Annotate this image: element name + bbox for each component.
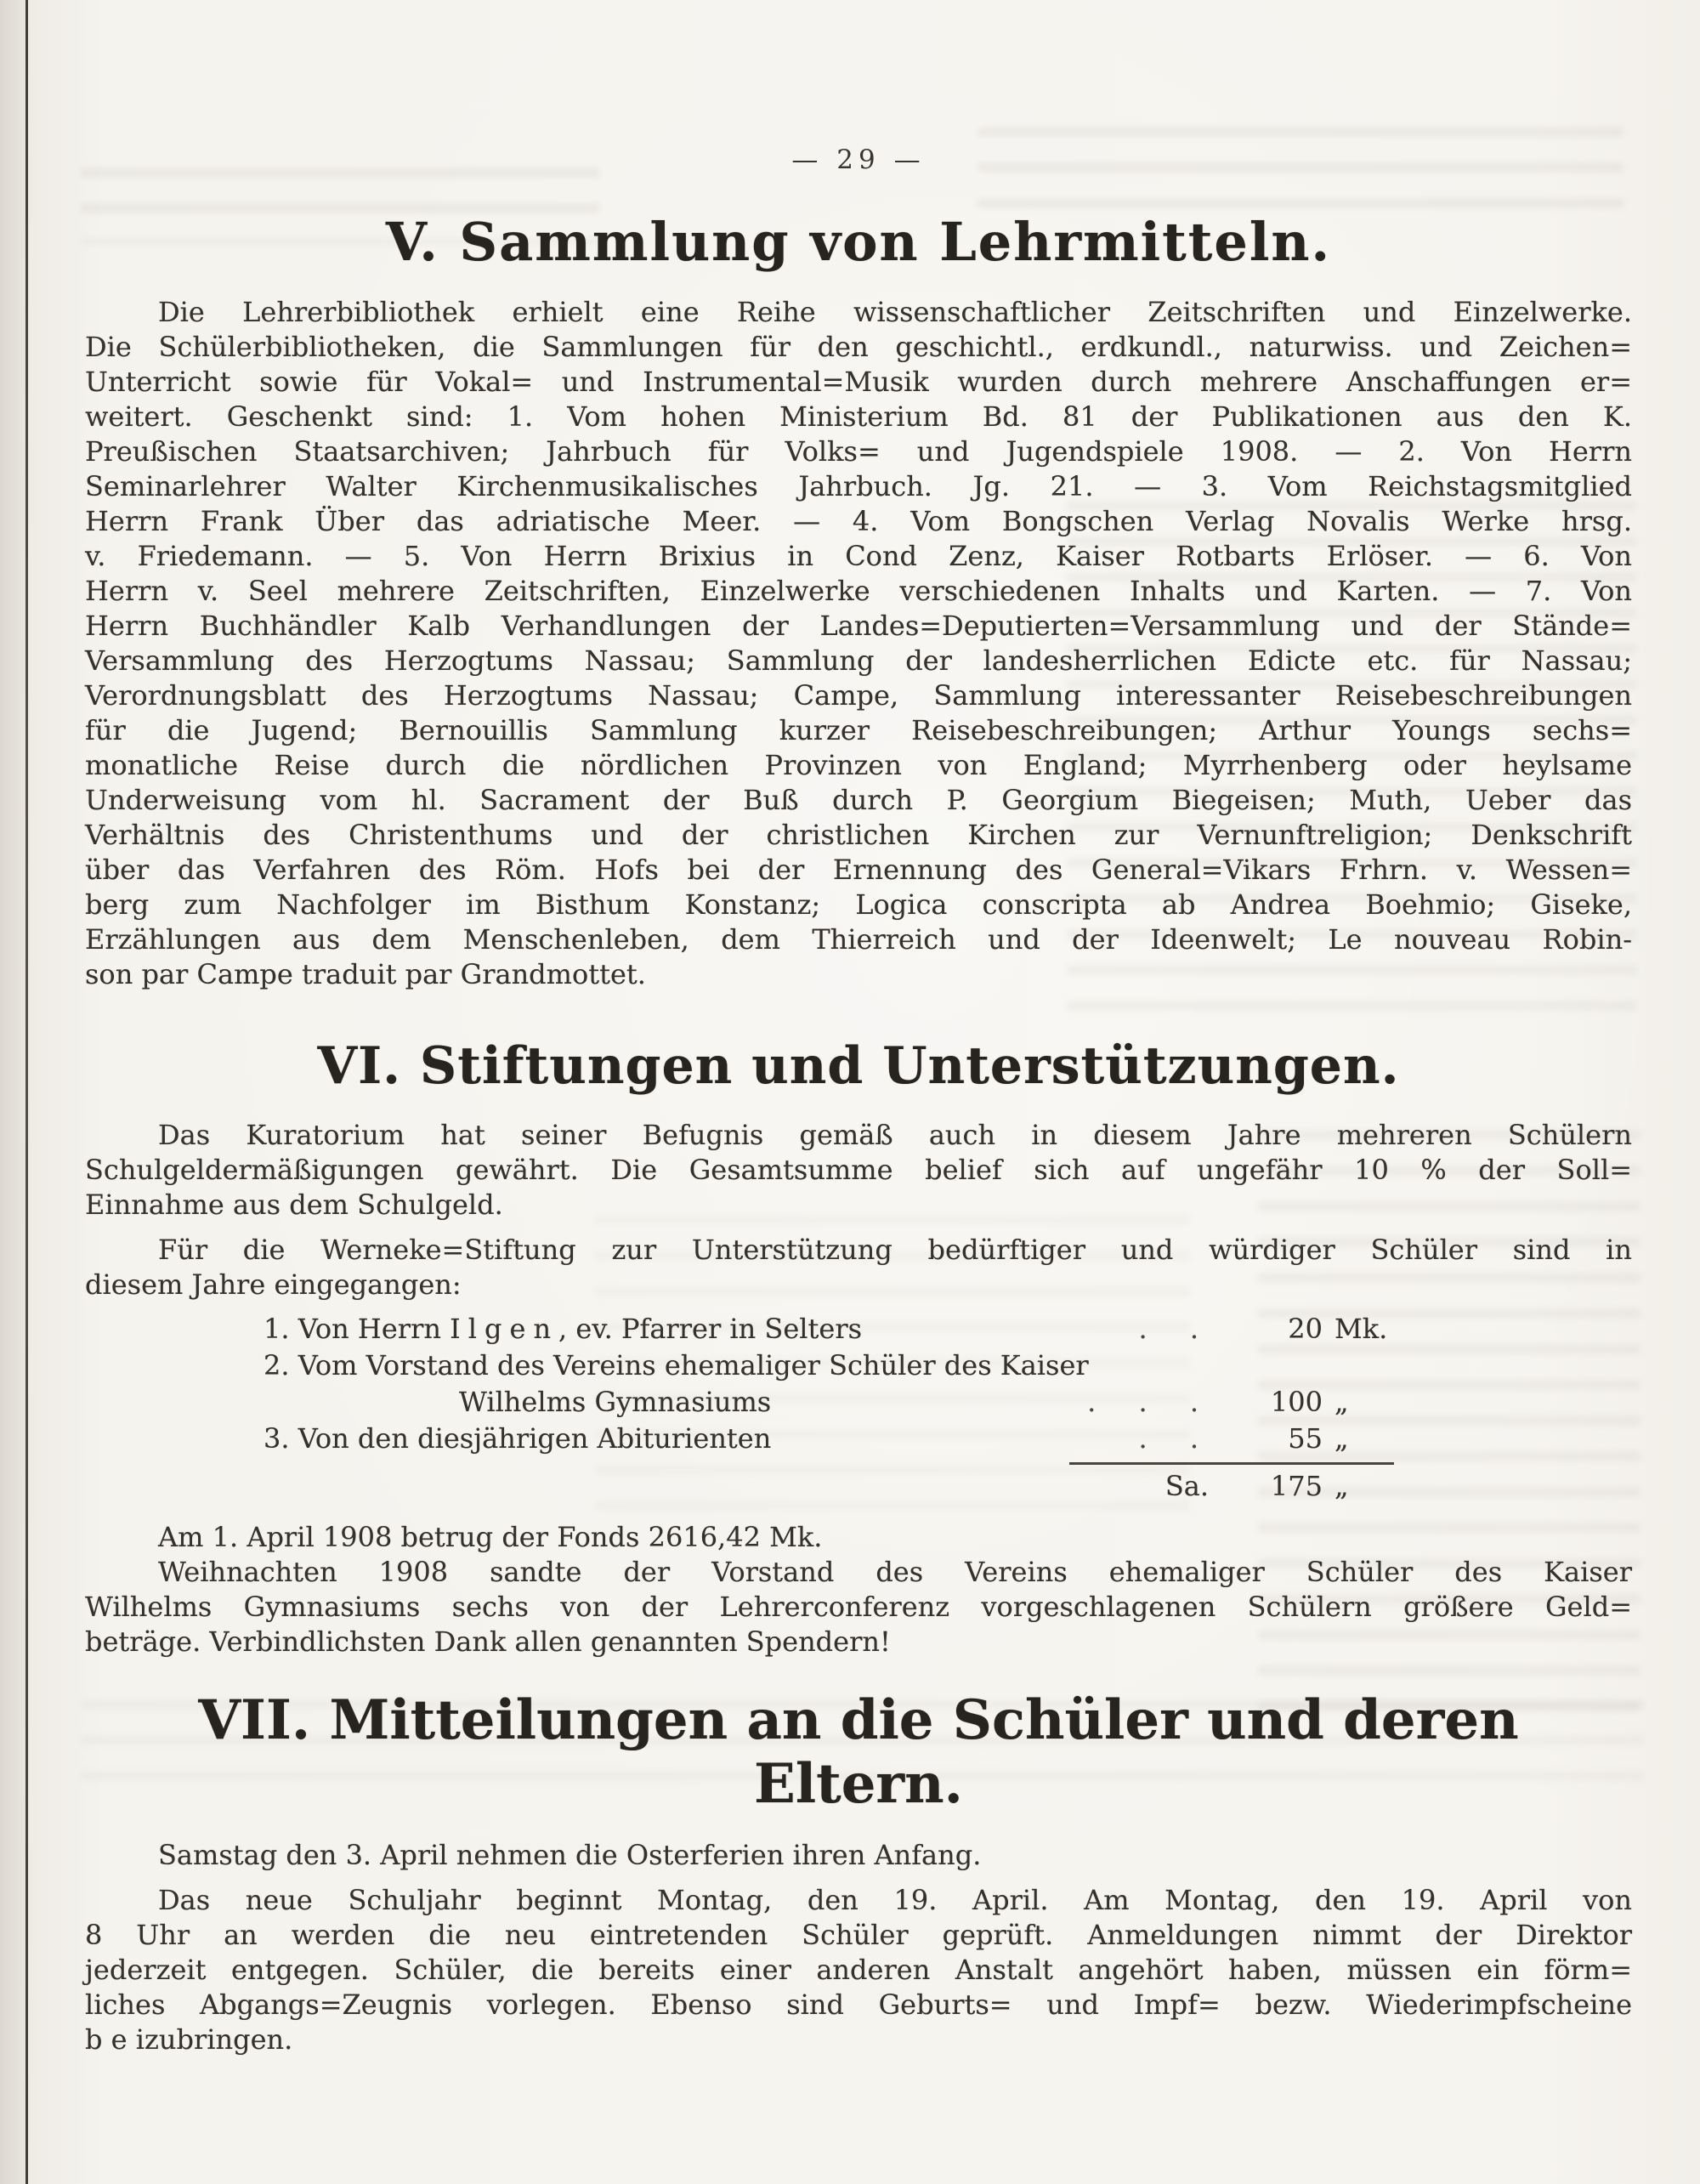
text-line: Erzählungen aus dem Menschenleben, dem Thierreich und der Ideenwelt; Le nouveau Robin- — [85, 923, 1632, 956]
donation-label: 1. Von Herrn Ilgen, ev. Pfarrer in Selters — [264, 1313, 863, 1345]
text-line: Samstag den 3. April nehmen die Osterferien ihren Anfang. — [158, 1839, 982, 1871]
donation-amount: 100 — [1270, 1386, 1323, 1418]
donation-amount: 55 — [1288, 1422, 1323, 1455]
donation-amount: 20 — [1288, 1313, 1323, 1345]
text-line: diesem Jahre eingegangen: — [85, 1268, 462, 1301]
section-vii-paragraph-1 — [85, 1838, 1632, 1873]
text-line: Herrn Frank Über das adriatische Meer. — 4. Vom Bongschen Verlag Novalis Werke hrsg. — [85, 505, 1632, 537]
text-line: für die Jugend; Bernouillis Sammlung kurzer Reisebeschreibungen; Arthur Youngs sechs= — [85, 714, 1632, 746]
donation-row — [264, 1311, 1394, 1347]
page-number: — 29 — — [791, 145, 926, 175]
text-line: 8 Uhr an werden die neu eintretenden Schüler geprüft. Anmeldungen nimmt der Direktor — [85, 1919, 1632, 1951]
text-line: Unterricht sowie für Vokal= und Instrumental=Musik wurden durch mehrere Anschaffungen er= — [85, 366, 1632, 398]
section-vii-heading: VII. Mitteilungen an die Schüler und deren Eltern. — [198, 1688, 1519, 1816]
text-line: son par Campe traduit par Grandmottet. — [85, 958, 646, 990]
donor-name: Ilgen — [450, 1313, 559, 1345]
donation-row — [264, 1421, 1394, 1457]
donation-unit: Mk. — [1334, 1313, 1388, 1345]
sum-unit: „ — [1334, 1470, 1349, 1502]
text-line: weitert. Geschenkt sind: 1. Vom hohen Ministerium Bd. 81 der Publikationen aus den K. — [85, 400, 1632, 433]
text-line: Preußischen Staatsarchiven; Jahrbuch für Volks= und Jugendspiele 1908. — 2. Von Herrn — [85, 435, 1632, 468]
text-line: b e izubringen. — [85, 2023, 293, 2056]
text-line: berg zum Nachfolger im Bisthum Konstanz; Logica conscripta ab Andrea Boehmio; Giseke, — [85, 888, 1632, 921]
leader-dots: . . — [1138, 1313, 1216, 1345]
leader-dots: . . — [1138, 1422, 1216, 1455]
text-line: Das Kuratorium hat seiner Befugnis gemäß auch in diesem Jahre mehreren Schülern — [158, 1119, 1632, 1151]
donation-label: 3. Von den diesjährigen Abiturienten — [264, 1422, 772, 1455]
donation-sum-row — [85, 1468, 1394, 1505]
text-line: jederzeit entgegen. Schüler, die bereits einer anderen Anstalt angehört haben, müssen ein förm= — [85, 1954, 1632, 1986]
text-line: Weihnachten 1908 sandte der Vorstand des Vereins ehemaliger Schüler des Kaiser — [158, 1556, 1632, 1588]
text-line: Am 1. April 1908 betrug der Fonds 2616,42 Mk. — [158, 1521, 823, 1553]
section-v-paragraph — [85, 295, 1632, 992]
scan-edge-line — [26, 0, 28, 2184]
text-line: Die Lehrerbibliothek erhielt eine Reihe wissenschaftlicher Zeitschriften und Einzelwerke. — [158, 296, 1632, 328]
text-line: Versammlung des Herzogtums Nassau; Sammlung der landesherrlichen Edicte etc. für Nassau; — [85, 644, 1632, 677]
donation-label: Wilhelms Gymnasiums — [459, 1386, 772, 1418]
section-vii-paragraph-2 — [85, 1883, 1632, 2057]
text-line: Verordnungsblatt des Herzogtums Nassau; Campe, Sammlung interessanter Reisebeschreibungen — [85, 679, 1632, 712]
text-line: Die Schülerbibliotheken, die Sammlungen für den geschichtl., erdkundl., naturwiss. und Zeichen= — [85, 331, 1632, 363]
text-line: Einnahme aus dem Schulgeld. — [85, 1188, 503, 1221]
text-line: Herrn v. Seel mehrere Zeitschriften, Einzelwerke verschiedenen Inhalts und Karten. — 7. Von — [85, 575, 1632, 607]
page-content — [85, 0, 1632, 2057]
sum-amount: 175 — [1270, 1470, 1323, 1502]
text-line: Seminarlehrer Walter Kirchenmusikalisches Jahrbuch. Jg. 21. — 3. Vom Reichstagsmitglied — [85, 470, 1632, 502]
text-line: Für die Werneke=Stiftung zur Unterstützung bedürftiger und würdiger Schüler sind in — [158, 1234, 1632, 1266]
donation-row — [264, 1347, 1394, 1384]
donation-list — [85, 1311, 1394, 1505]
scan-edge-shadow — [0, 0, 26, 2184]
text-line: über das Verfahren des Röm. Hofs bei der Ernennung des General=Vikars Frhrn. v. Wessen= — [85, 854, 1632, 886]
text-line: v. Friedemann. — 5. Von Herrn Brixius in Cond Zenz, Kaiser Rotbarts Erlöser. — 6. Von — [85, 540, 1632, 572]
section-vi-paragraph-2 — [85, 1233, 1632, 1302]
text-line: Das neue Schuljahr beginnt Montag, den 19. April. Am Montag, den 19. April von — [158, 1884, 1632, 1916]
donation-label: 2. Vom Vorstand des Vereins ehemaliger Schüler des Kaiser — [264, 1349, 1089, 1381]
text-line: Underweisung vom hl. Sacrament der Buß durch P. Georgium Biegeisen; Muth, Ueber das — [85, 784, 1632, 816]
section-vi-paragraph-3 — [85, 1520, 1632, 1659]
donation-row-continuation — [459, 1384, 1394, 1421]
section-v-heading: V. Sammlung von Lehrmitteln. — [385, 211, 1332, 273]
sum-label: Sa. — [1164, 1470, 1209, 1502]
text-line: Herrn Buchhändler Kalb Verhandlungen der Landes=Deputierten=Versammlung und der Stände= — [85, 610, 1632, 642]
donation-unit: „ — [1334, 1386, 1349, 1418]
section-vi-heading: VI. Stiftungen und Unterstützungen. — [317, 1036, 1400, 1096]
text-line: Verhältnis des Christenthums und der christlichen Kirchen zur Vernunftreligion; Denkschrift — [85, 819, 1632, 851]
donation-unit: „ — [1334, 1422, 1349, 1455]
text-line: monatliche Reise durch die nördlichen Provinzen von England; Myrrhenberg oder heylsame — [85, 749, 1632, 781]
text-line: Schulgeldermäßigungen gewährt. Die Gesamtsumme belief sich auf ungefähr 10 % der Soll= — [85, 1154, 1632, 1186]
section-vi-paragraph-1 — [85, 1118, 1632, 1222]
text-line: Wilhelms Gymnasiums sechs von der Lehrerconferenz vorgeschlagenen Schülern größere Geld= — [85, 1591, 1632, 1623]
leader-dots: . . . — [1087, 1386, 1216, 1418]
sum-rule — [1069, 1462, 1394, 1465]
text-line: liches Abgangs=Zeugnis vorlegen. Ebenso sind Geburts= und Impf= bezw. Wiederimpfscheine — [85, 1988, 1632, 2021]
text-line: beträge. Verbindlichsten Dank allen genannten Spendern! — [85, 1625, 891, 1658]
